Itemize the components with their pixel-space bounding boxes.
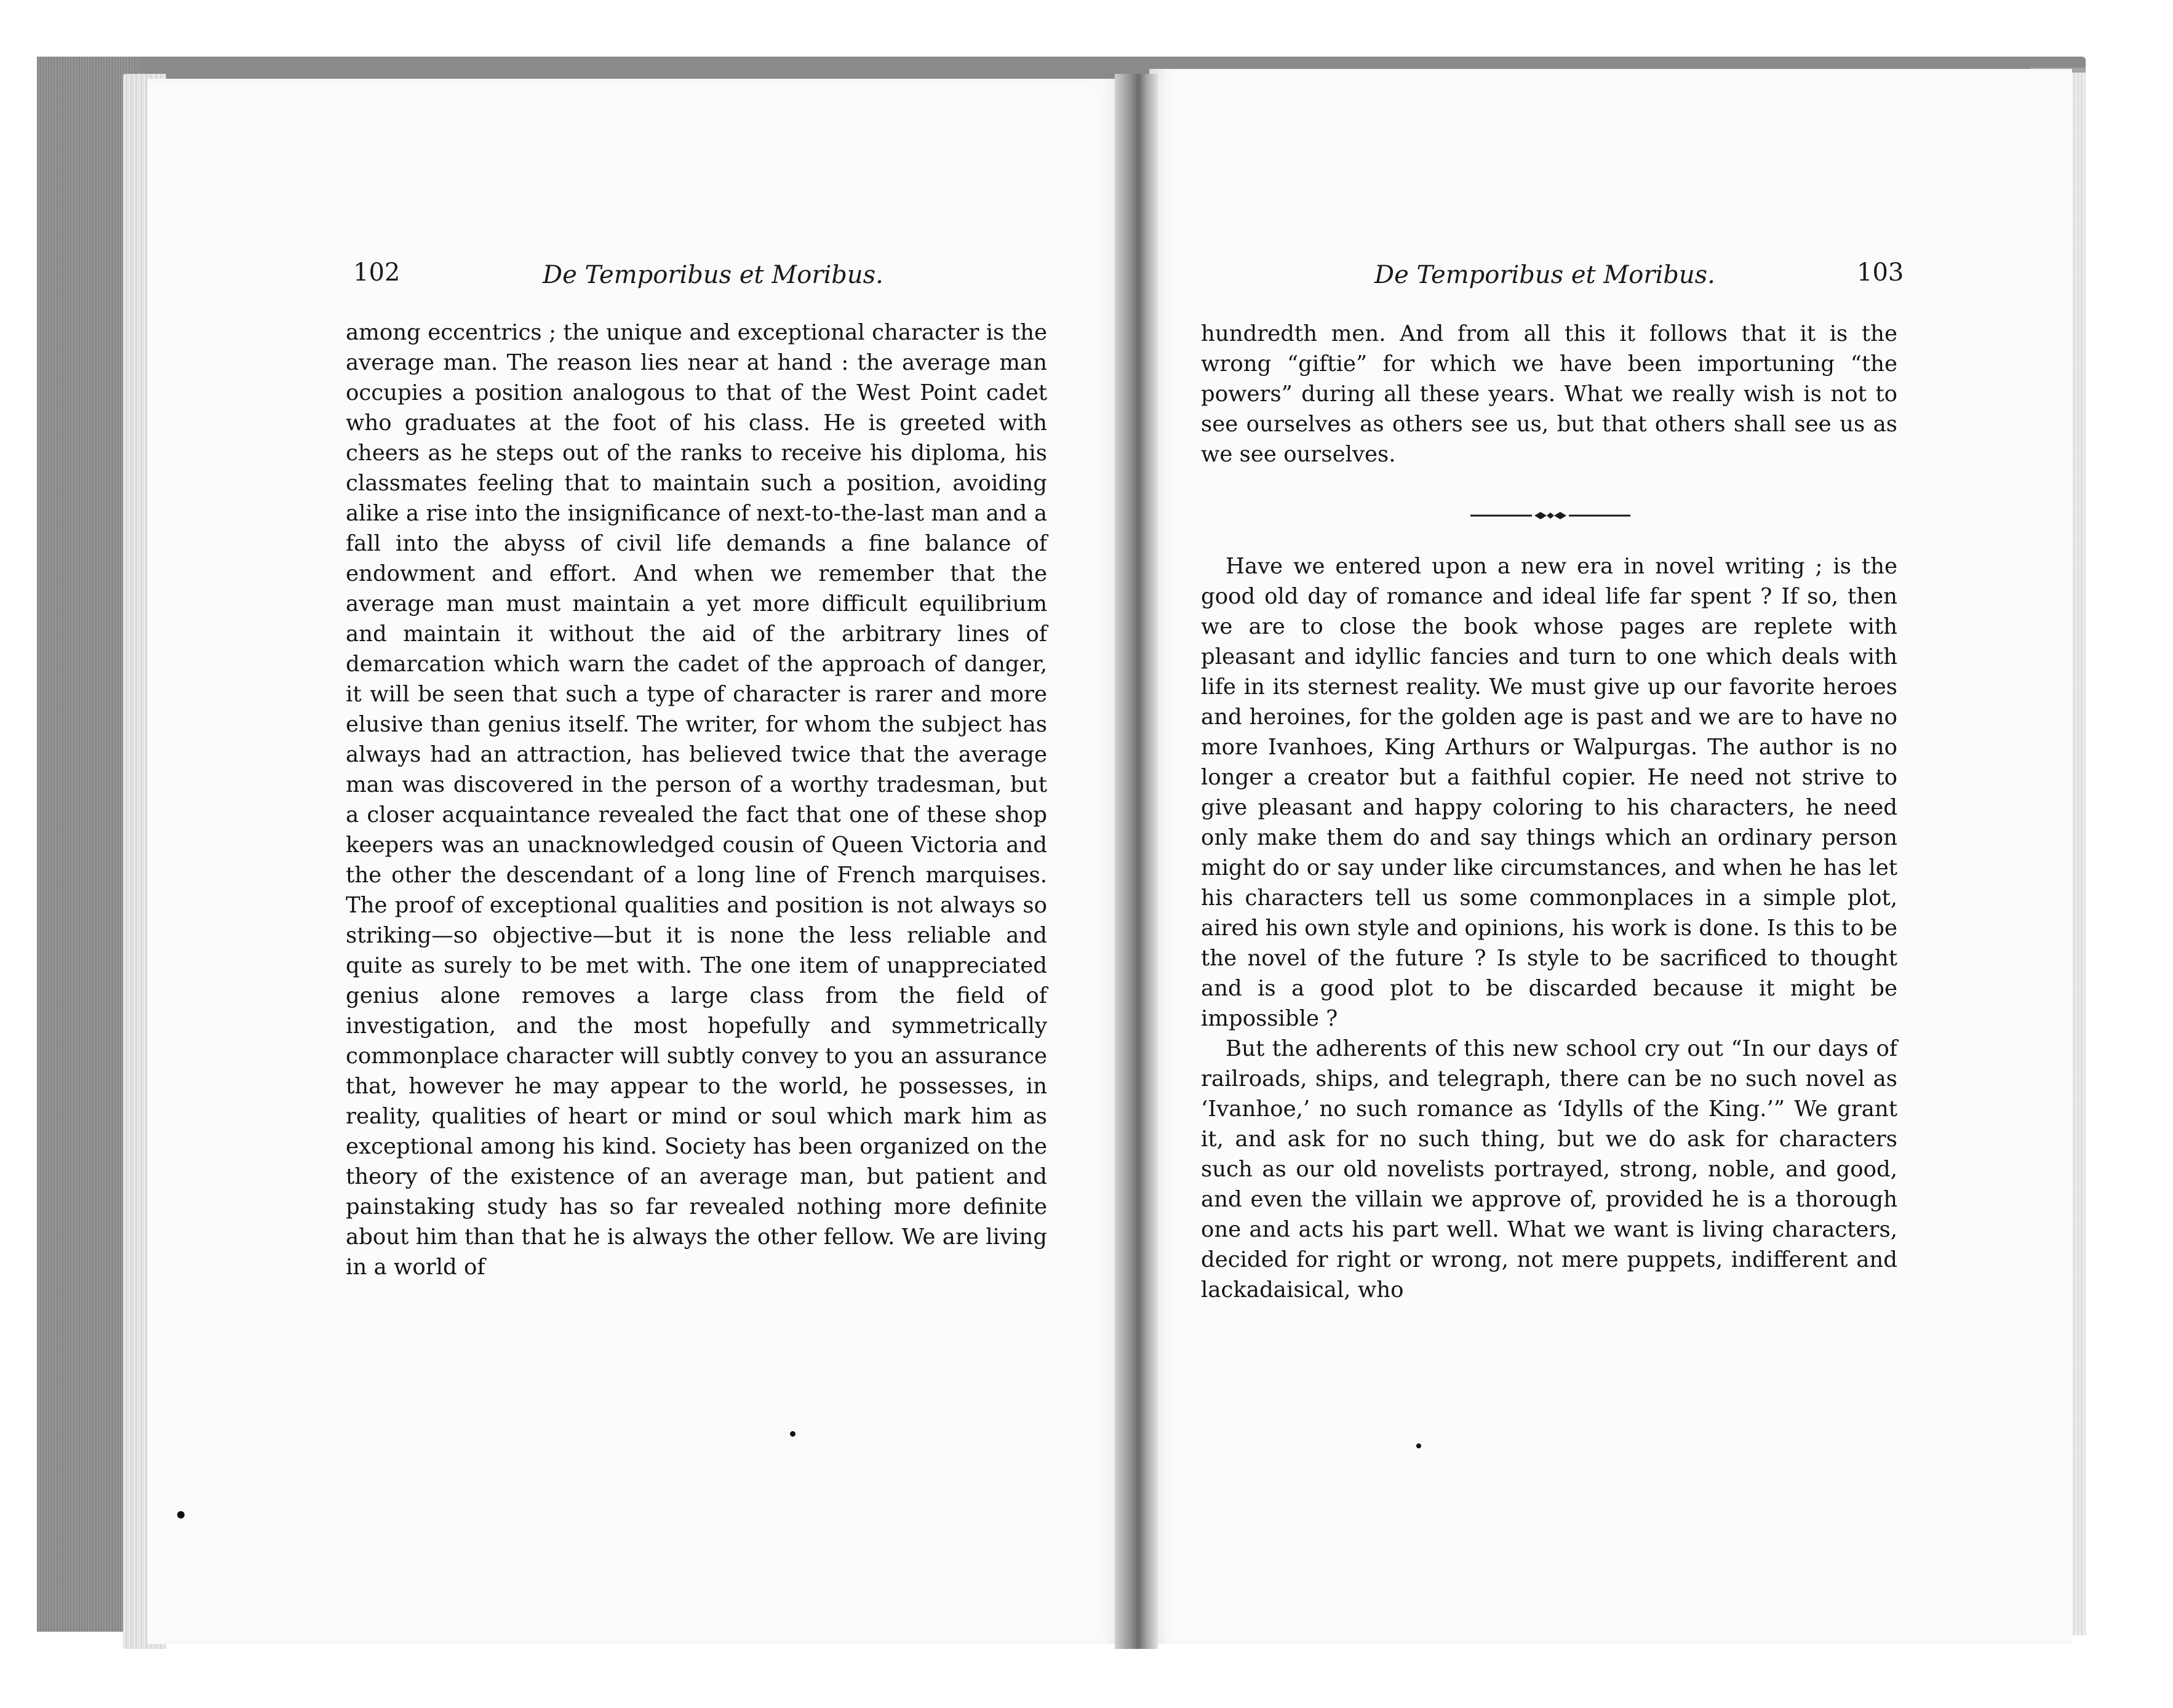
section-divider-ornament [1470, 509, 1630, 522]
right-page-body-bottom [1201, 551, 1897, 1305]
right-page-body-top [1201, 319, 1897, 469]
right-page-number: 103 [1857, 258, 1904, 287]
left-page-paragraph: among eccentrics ; the unique and exceptional character is the average man. The reason lies near at hand : the average man occupies a position analogous to that of the West Point cadet who graduates at the foot of his class. He is greeted with cheers as he steps out of the ranks to receive his diploma, his classmates feeling that to maintain such a position, avoiding alike a rise into the insignificance of next-to-the-last man and a fall into the abyss of civil life demands a fine balance of endowment and effort. And when we remember that the average man must maintain a yet more difficult equilibrium and maintain it without the aid of the arbitrary lines of demarcation which warn the cadet of the approach of danger, it will be seen that such a type of character is rarer and more elusive than genius itself. The writer, for whom the subject has always had an attraction, has believed twice that the average man was discovered in the person of a worthy tradesman, but a closer acquaintance revealed the fact that one of these shop keepers was an unacknowledged cousin of Queen Victoria and the other the descendant of a long line of French marquises. The proof of exceptional qualities and position is not always so striking—so objective—but it is none the less reliable and quite as surely to be met with. The one item of unappreciated genius alone removes a large class from the field of investigation, and the most hopefully and symmetrically commonplace character will subtly convey to you an assurance that, however he may appear to the world, he possesses, in reality, qualities of heart or mind or soul which mark him as exceptional among his kind. Society has been organized on the theory of the existence of an average man, but patient and painstaking study has so far revealed nothing more definite about him than that he is always the other fellow. We are living in a world of [346, 320, 1047, 1280]
divider-diamond-center [1547, 513, 1554, 519]
divider-diamond-left [1534, 512, 1547, 519]
scan-speck [790, 1431, 795, 1437]
right-page-paragraph-1: hundredth men. And from all this it follows that it is the wrong “giftie” for which we have been importuning “the powers” during all these years. What we really wish is not to see ourselves as others see us, but that others shall see us as we see ourselves. [1201, 321, 1897, 467]
left-page-number: 102 [353, 258, 401, 287]
left-running-head: De Temporibus et Moribus. [543, 261, 883, 289]
left-page-body [346, 317, 1047, 1320]
book-gutter [1115, 74, 1158, 1649]
divider-diamond-right [1554, 512, 1566, 519]
scan-speck [1416, 1443, 1421, 1448]
right-running-head: De Temporibus et Moribus. [1374, 261, 1715, 289]
right-page-paragraph-2: Have we entered upon a new era in novel writing ; is the good old day of romance and ideal life far spent ? If so, then we are to close the book whose pages are replete with pleasant and idyllic fancies and turn to one which deals with life in its sternest reality. We must give up our favorite heroes and heroines, for the golden age is past and we are to have no more Ivanhoes, King Arthurs or Walpurgas. The author is no longer a creator but a faithful copier. He need not strive to give pleasant and happy coloring to his characters, he need only make them do and say things which an ordinary person might do or say under like circumstances, and when he has let his characters tell us some commonplaces in a simple plot, aired his own style and opinions, his work is done. Is this to be the novel of the future ? Is style to be sacrificed to thought and is a good plot to be discarded because it might be impossible ? [1201, 554, 1897, 1031]
scan-speck [177, 1511, 185, 1518]
right-page-paragraph-3: But the adherents of this new school cry out “In our days of railroads, ships, and telegraph, there can be no such novel as ‘Ivanhoe,’ no such romance as ‘Idylls of the King.’” We grant it, and ask for no such thing, but we do ask for characters such as our old novelists portrayed, strong, noble, and good, and even the villain we approve of, provided he is a thorough one and acts his part well. What we want is living characters, decided for right or wrong, not mere puppets, indifferent and lackadaisical, who [1201, 1036, 1897, 1303]
